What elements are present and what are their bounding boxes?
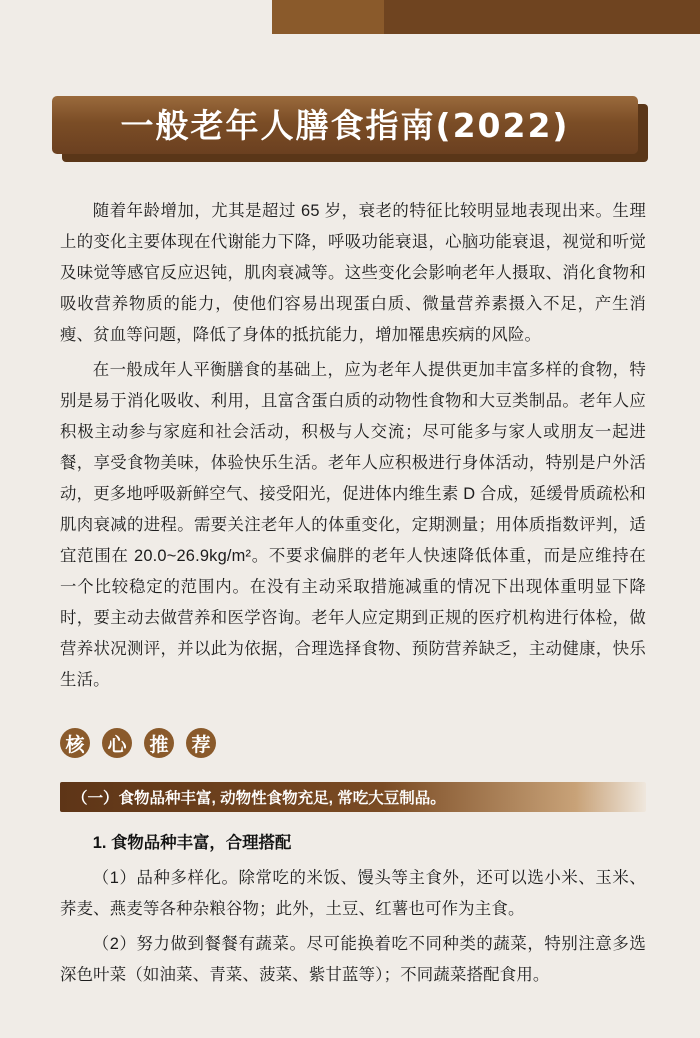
- title-banner-plate: [52, 96, 638, 154]
- subsection-label: （一）食物品种丰富, 动物性食物充足, 常吃大豆制品。: [72, 790, 446, 807]
- paragraph-1: 随着年龄增加，尤其是超过 65 岁，衰老的特征比较明显地表现出来。生理上的变化主要体现在代谢能力下降，呼吸功能衰退，心脑功能衰退，视觉和听觉及味觉等感官反应迟钝，肌肉衰减等。这些变化会影响老年人摄取、消化食物和吸收营养物质的能力，使他们容易出现蛋白质、微量营养素摄入不足，产生消瘦、贫血等问题，降低了身体的抵抗能力，增加罹患疾病的风险。: [60, 202, 646, 344]
- core-heading-char-4: 荐: [186, 728, 216, 758]
- numbered-heading-1: 1. 食物品种丰富，合理搭配: [92, 834, 292, 852]
- top-bar-segment-left: [0, 0, 272, 34]
- paragraph-2: 在一般成年人平衡膳食的基础上，应为老年人提供更加丰富多样的食物，特别是易于消化吸收、利用，且富含蛋白质的动物性食物和大豆类制品。老年人应积极主动参与家庭和社会活动，积极与人交流；尽可能多与家人或朋友一起进餐，享受食物美味，体验快乐生活。老年人应积极进行身体活动，特别是户外活动，更多地呼吸新鲜空气、接受阳光，促进体内维生素 D 合成，延缓骨质疏松和肌肉衰减的进程。需要关注老年人的体重变化，定期测量；用体质指数评判，适宜范围在 20.0~26.9kg/m²。不要求偏胖的老年人快速降低体重，而是应维持在一个比较稳定的范围内。在没有主动采取措施减重的情况下出现体重明显下降时，要主动去做营养和医学咨询。老年人应定期到正规的医疗机构进行体检，做营养状况测评，并以此为依据，合理选择食物、预防营养缺乏，主动健康，快乐生活。: [60, 361, 646, 689]
- list-item-1: （1）品种多样化。除常吃的米饭、馒头等主食外，还可以选小米、玉米、荞麦、燕麦等各种杂粮谷物；此外，土豆、红薯也可作为主食。: [60, 869, 646, 918]
- core-heading-char-1: 核: [60, 728, 90, 758]
- top-decorative-bar: [0, 0, 700, 34]
- top-bar-segment-right: [384, 0, 700, 34]
- subsection-banner: [60, 782, 646, 812]
- page-title: 一般老年人膳食指南(2022): [120, 105, 570, 145]
- core-heading-char-2: 心: [102, 728, 132, 758]
- core-heading-char-3: 推: [144, 728, 174, 758]
- document-body: [60, 196, 646, 700]
- core-recommendation-heading: [60, 728, 216, 758]
- list-item-2: （2）努力做到餐餐有蔬菜。尽可能换着吃不同种类的蔬菜，特别注意多选深色叶菜（如油菜、青菜、菠菜、紫甘蓝等）；不同蔬菜搭配食用。: [60, 935, 646, 984]
- post-subsection-content: [60, 828, 646, 995]
- top-bar-segment-middle: [272, 0, 384, 34]
- title-banner: [52, 96, 648, 162]
